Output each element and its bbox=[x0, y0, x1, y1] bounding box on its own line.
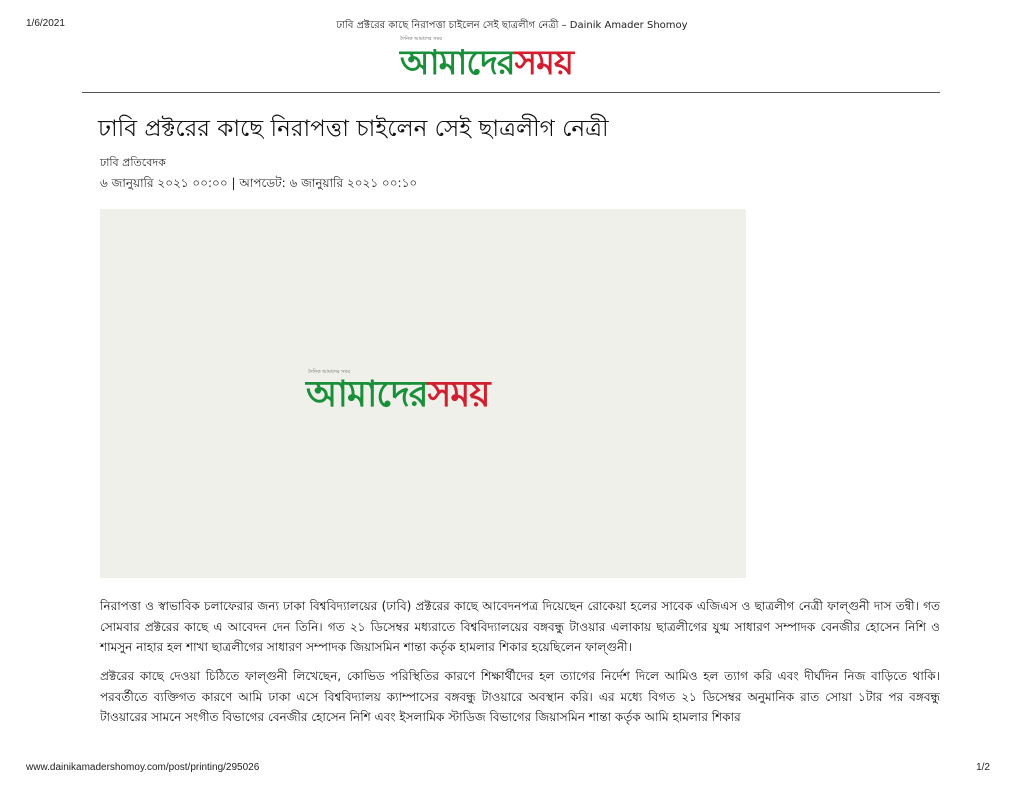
print-page-number: 1/2 bbox=[976, 762, 990, 773]
print-date: 1/6/2021 bbox=[26, 18, 65, 29]
logo-tagline: দৈনিক আমাদের সময় bbox=[400, 36, 443, 42]
hero-logo-part2: সময় bbox=[427, 374, 490, 415]
print-title: ঢাবি প্রক্টরের কাছে নিরাপত্তা চাইলেন সেই ছাত্রলীগ নেত্রী – Dainik Amader Shomoy bbox=[336, 20, 688, 31]
logo-wordmark-part1: আমাদের bbox=[400, 43, 515, 83]
hero-logo-tagline: দৈনিক আমাদের সময় bbox=[308, 369, 351, 375]
hero-logo-wordmark bbox=[306, 373, 490, 417]
site-logo[interactable] bbox=[400, 36, 630, 86]
article-headline: ঢাবি প্রক্টরের কাছে নিরাপত্তা চাইলেন সেই ছাত্রলীগ নেত্রী bbox=[98, 116, 609, 142]
article-paragraph-2: প্রক্টরের কাছে দেওয়া চিঠিতে ফাল্গুনী লিখেছেন, কোভিড পরিস্থিতির কারণে শিক্ষার্থীদের হল ত্যাগের নির্দেশ দিলে আমিও হল ত্যাগ করি এবং দীর্ঘদিন নিজ বাড়িতে থাকি। পরবর্তীতে ব্যক্তিগত কারণে আমি ঢাকা এসে বিশ্ববিদ্যালয় ক্যাম্পাসের বঙ্গবন্ধু টাওয়ারে অবস্থান করি। এর মধ্যে বিগত ২১ ডিসেম্বর অনুমানিক রাত সোয়া ১টার পর বঙ্গবন্ধু টাওয়ারের সামনে সংগীত বিভাগের বেনজীর হোসেন নিশি এবং ইসলামিক স্টাডিজ বিভাগের জিয়াসমিন শান্তা কর্তৃক আমি হামলার শিকার bbox=[100, 669, 940, 724]
hero-logo-part1: আমাদের bbox=[306, 374, 428, 415]
article-dateline: ৬ জানুয়ারি ২০২১ ০০:০০ | আপডেট: ৬ জানুয়ারি ২০২১ ০০:১০ bbox=[100, 176, 418, 190]
article-paragraph-1: নিরাপত্তা ও স্বাভাবিক চলাফেরার জন্য ঢাকা বিশ্ববিদ্যালয়ের (ঢাবি) প্রক্টরের কাছে আবেদনপত্র দিয়েছেন রোকেয়া হলের সাবেক এজিএস ও ছাত্রলীগ নেত্রী ফাল্গুনী দাস তন্বী। গত সোমবার প্রক্টরের কাছে এ আবেদন দেন তিনি। গত ২১ ডিসেম্বর মধ্যরাতে বিশ্ববিদ্যালয়ের বঙ্গবন্ধু টাওয়ার এলাকায় ছাত্রলীগের যুগ্ম সাধারণ সম্পাদক বেনজীর হোসেন নিশি ও শামসুন নাহার হল শাখা ছাত্রলীগের সাধারণ সম্পাদক জিয়াসমিন শান্তা কর্তৃক হামলার শিকার হয়েছিলেন ফাল্গুনী। bbox=[100, 599, 940, 654]
logo-wordmark-part2: সময় bbox=[514, 43, 573, 83]
print-footer-url[interactable]: www.dainikamadershomoy.com/post/printing/295026 bbox=[26, 762, 260, 773]
hero-image bbox=[100, 209, 746, 578]
article-byline: ঢাবি প্রতিবেদক bbox=[100, 156, 166, 169]
logo-wordmark bbox=[400, 42, 573, 84]
header-divider bbox=[82, 92, 940, 93]
